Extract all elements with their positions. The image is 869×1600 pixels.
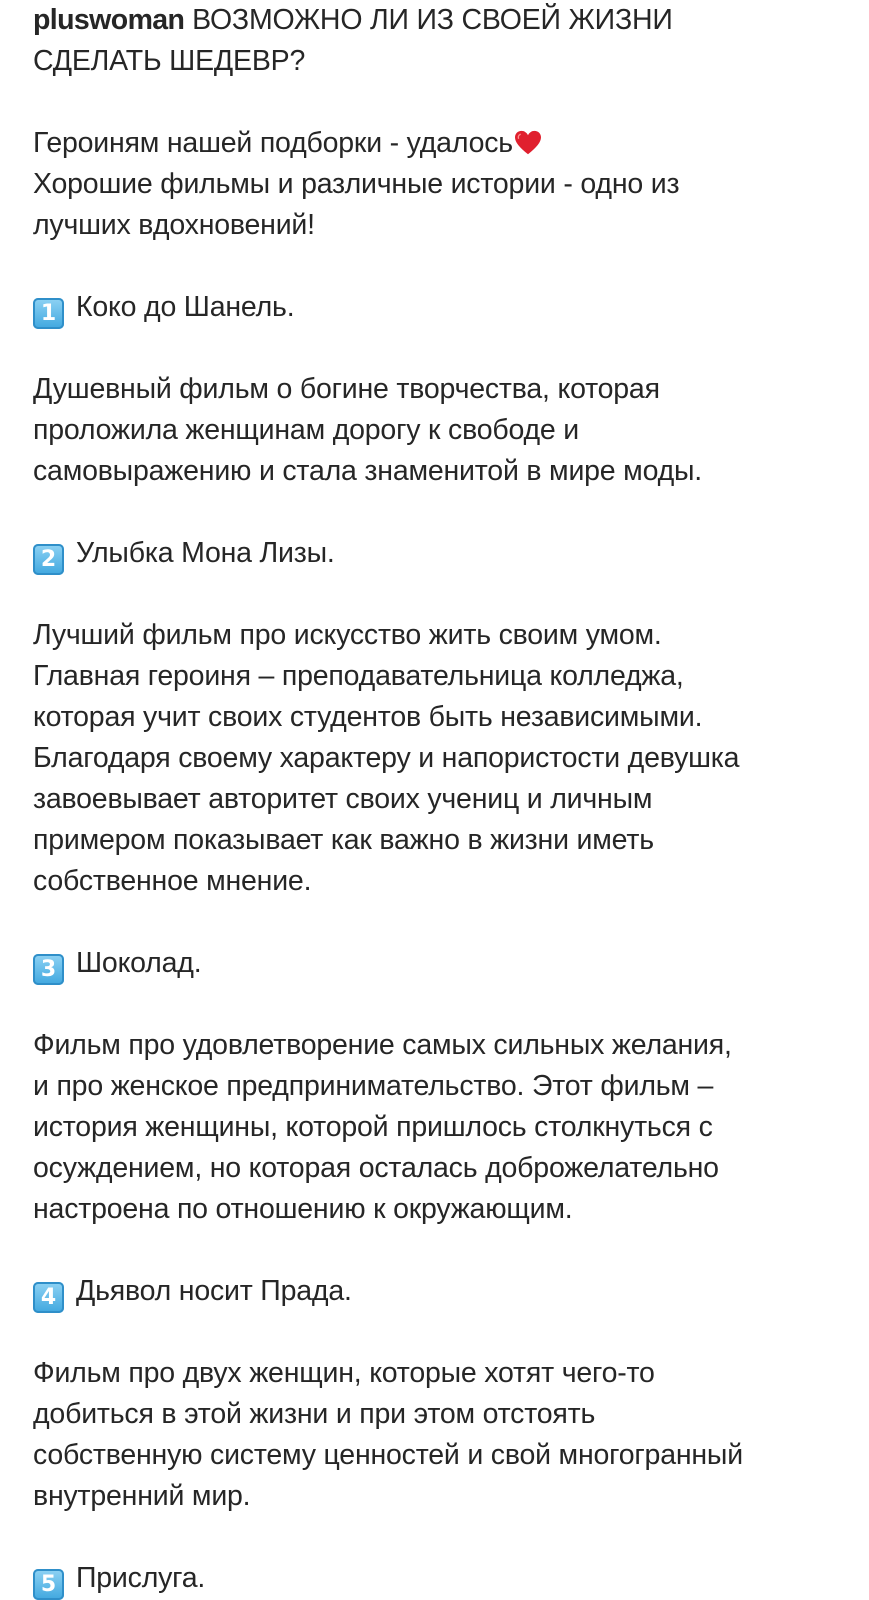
film-description-line: самовыражению и стала знаменитой в мире моды. bbox=[33, 455, 703, 487]
keycap-number-4-icon: 4 bbox=[33, 1282, 64, 1313]
film-title-line bbox=[33, 533, 853, 574]
blank-line bbox=[33, 574, 853, 615]
film-description-line: внутренний мир. bbox=[33, 1480, 251, 1512]
film-description-line: Фильм про удовлетворение самых сильных желания, bbox=[33, 1029, 732, 1061]
keycap-number-3-icon: 3 bbox=[33, 954, 64, 985]
intro-line-3: лучших вдохновений! bbox=[33, 209, 315, 241]
film-description-line: проложила женщинам дорогу к свободе и bbox=[33, 414, 580, 446]
blank-line bbox=[33, 246, 853, 287]
film-title-line bbox=[33, 943, 853, 984]
intro-line-2: Хорошие фильмы и различные истории - одно из bbox=[33, 168, 680, 200]
blank-line bbox=[33, 902, 853, 943]
keycap-number-1-icon: 1 bbox=[33, 298, 64, 329]
film-title: Прислуга. bbox=[76, 1562, 206, 1594]
film-title: Дьявол носит Прада. bbox=[76, 1275, 352, 1307]
intro-line bbox=[33, 123, 853, 164]
blank-line bbox=[33, 1230, 853, 1271]
red-heart-icon bbox=[514, 130, 542, 156]
blank-line bbox=[33, 1312, 853, 1353]
film-description-line: Благодаря своему характеру и напористости девушка bbox=[33, 742, 740, 774]
films-list bbox=[33, 246, 853, 1599]
intro-text: Героиням нашей подборки - удалось bbox=[33, 127, 513, 159]
film-title: Шоколад. bbox=[76, 947, 202, 979]
film-description-line: собственное мнение. bbox=[33, 865, 312, 897]
caption-title-line bbox=[33, 0, 853, 41]
blank-line bbox=[33, 1517, 853, 1558]
blank-line bbox=[33, 82, 853, 123]
film-description-line: Лучший фильм про искусство жить своим умом. bbox=[33, 619, 662, 651]
film-description-line: завоевывает авторитет своих учениц и личным bbox=[33, 783, 653, 815]
film-description-line: Главная героиня – преподавательница колледжа, bbox=[33, 660, 684, 692]
film-description-line: осуждением, но которая осталась доброжелательно bbox=[33, 1152, 719, 1184]
film-description-line: настроена по отношению к окружающим. bbox=[33, 1193, 573, 1225]
blank-line bbox=[33, 328, 853, 369]
film-title-line bbox=[33, 1271, 853, 1312]
keycap-number-2-icon: 2 bbox=[33, 544, 64, 575]
blank-line bbox=[33, 492, 853, 533]
film-title: Коко до Шанель. bbox=[76, 291, 295, 323]
film-description-line: история женщины, которой пришлось столкнуться с bbox=[33, 1111, 713, 1143]
film-description-line: Душевный фильм о богине творчества, которая bbox=[33, 373, 660, 405]
film-description-line: которая учит своих студентов быть независимыми. bbox=[33, 701, 703, 733]
film-description-line: собственную систему ценностей и свой многогранный bbox=[33, 1439, 743, 1471]
film-description-line: добиться в этой жизни и при этом отстоять bbox=[33, 1398, 596, 1430]
film-title: Улыбка Мона Лизы. bbox=[76, 537, 335, 569]
username-link[interactable]: pluswoman bbox=[33, 4, 185, 36]
post-caption bbox=[33, 0, 853, 1599]
film-description-line: примером показывает как важно в жизни иметь bbox=[33, 824, 654, 856]
film-description-line: и про женское предпринимательство. Этот фильм – bbox=[33, 1070, 714, 1102]
film-title-line bbox=[33, 1558, 853, 1599]
caption-title-text: ВОЗМОЖНО ЛИ ИЗ СВОЕЙ ЖИЗНИ bbox=[192, 4, 673, 36]
keycap-number-5-icon: 5 bbox=[33, 1569, 64, 1600]
film-title-line bbox=[33, 287, 853, 328]
blank-line bbox=[33, 984, 853, 1025]
caption-title-text-2: СДЕЛАТЬ ШЕДЕВР? bbox=[33, 45, 306, 77]
film-description-line: Фильм про двух женщин, которые хотят чего-то bbox=[33, 1357, 655, 1389]
